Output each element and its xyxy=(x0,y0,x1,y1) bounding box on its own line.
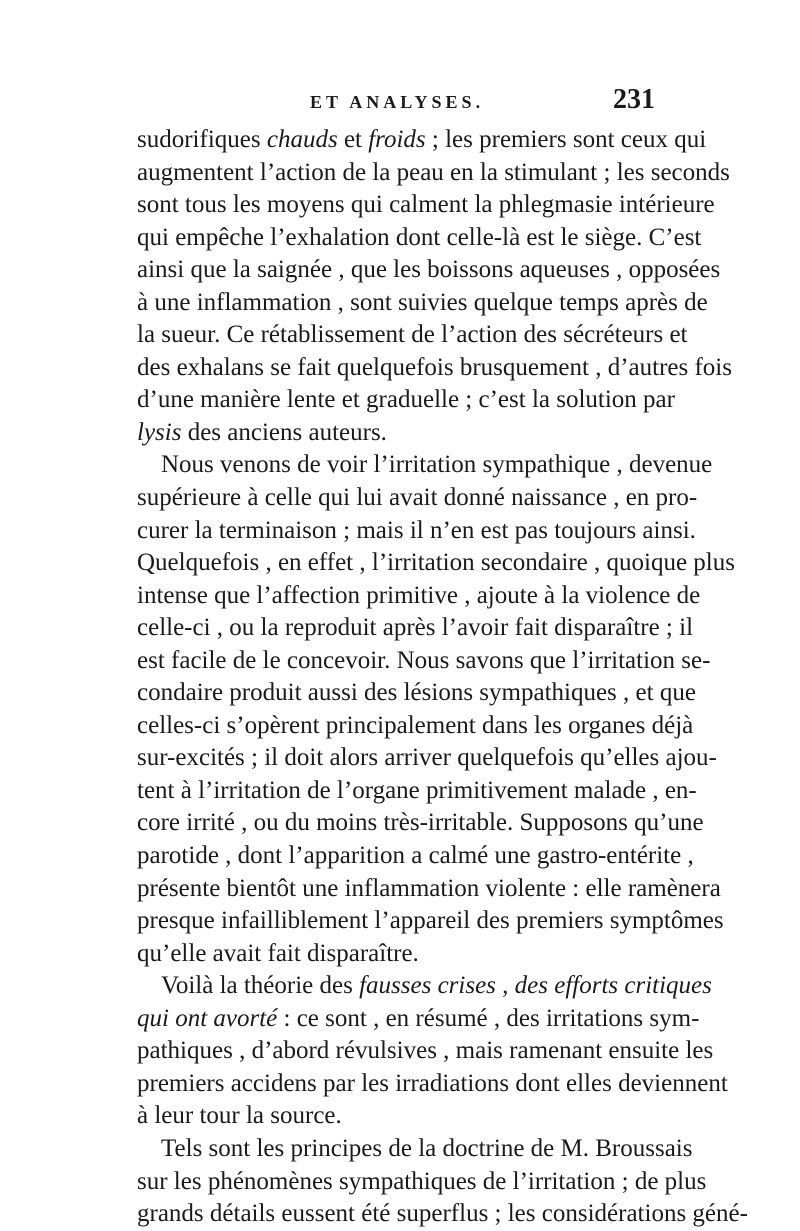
text-line xyxy=(137,1100,655,1133)
text-run: core irrité , ou du moins très-irritable. Supposons qu’une xyxy=(137,809,704,837)
text-run: curer la terminaison ; mais il n’en est pas toujours ainsi. xyxy=(137,516,696,544)
text-run: est facile de le concevoir. Nous savons que l’irritation se- xyxy=(137,646,711,674)
italic-phrase: lysis xyxy=(137,418,182,446)
text-line xyxy=(137,352,732,385)
text-run: supérieure à celle qui lui avait donné naissance , en pro- xyxy=(137,484,698,512)
text-run: présente bientôt une inflammation violente : elle ramènera xyxy=(137,874,721,902)
text-line xyxy=(137,775,697,808)
text-line xyxy=(137,1133,693,1166)
text-run: tent à l’irritation de l’organe primitivement malade , en- xyxy=(137,776,697,804)
text-line xyxy=(137,287,708,320)
text-line xyxy=(137,417,655,450)
text-line xyxy=(137,157,730,190)
text-run: : ce sont , en résumé , des irritations sym- xyxy=(277,1004,700,1032)
text-run: celle-ci , ou la reproduit après l’avoir fait disparaître ; il xyxy=(137,614,694,642)
text-line xyxy=(137,645,711,678)
text-line xyxy=(137,873,721,906)
text-run: augmentent l’action de la peau en la stimulant ; les seconds xyxy=(137,158,730,186)
text-run: d’une manière lente et graduelle ; c’est la solution par xyxy=(137,386,675,414)
text-run: sur-excités ; il doit alors arriver quelquefois qu’elles ajou- xyxy=(137,744,717,772)
text-run: pathiques , d’abord révulsives , mais ramenant ensuite les xyxy=(137,1037,714,1065)
text-line xyxy=(137,124,707,157)
text-run: celles-ci s’opèrent principalement dans les organes déjà xyxy=(137,711,694,739)
text-line xyxy=(137,938,655,971)
text-run: grands détails eussent été superflus ; les considérations géné- xyxy=(137,1200,748,1228)
text-line xyxy=(137,319,688,352)
text-line xyxy=(137,580,701,613)
italic-phrase: fausses crises , des efforts critiques xyxy=(359,972,712,1000)
text-run: premiers accidens par les irradiations dont elles deviennent xyxy=(137,1069,728,1097)
text-line xyxy=(137,449,713,482)
text-line xyxy=(137,1003,700,1036)
italic-phrase: froids xyxy=(368,126,426,153)
text-line xyxy=(137,742,717,775)
text-run: intense que l’affection primitive , ajoute à la violence de xyxy=(137,581,701,609)
text-run: parotide , dont l’apparition a calmé une gastro-entérite , xyxy=(137,842,694,870)
text-line xyxy=(137,254,721,287)
text-line xyxy=(137,384,675,417)
text-line xyxy=(137,515,696,548)
text-line xyxy=(137,612,694,645)
text-run: presque infailliblement l’appareil des premiers symptômes xyxy=(137,907,724,935)
text-run: Quelquefois , en effet , l’irritation secondaire , quoique plus xyxy=(137,549,735,577)
text-line xyxy=(137,1166,707,1199)
text-run: qui empêche l’exhalation dont celle-là est le siège. C’est xyxy=(137,223,702,251)
text-run: qu’elle avait fait disparaître. xyxy=(137,939,419,967)
text-line xyxy=(137,189,715,222)
text-run: à leur tour la source. xyxy=(137,1102,342,1130)
text-run: à une inflammation , sont suivies quelque temps après de xyxy=(137,288,708,316)
running-head xyxy=(135,82,655,116)
text-line xyxy=(137,710,694,743)
text-line xyxy=(137,840,694,873)
text-line xyxy=(137,482,698,515)
text-run: Voilà la théorie des xyxy=(161,972,360,1000)
text-run: des anciens auteurs. xyxy=(181,418,387,446)
text-line xyxy=(137,905,724,938)
text-line xyxy=(137,970,712,1003)
text-run: Tels sont les principes de la doctrine de M. Broussais xyxy=(161,1134,693,1162)
text-line xyxy=(137,222,702,255)
text-run: des exhalans se fait quelquefois brusquement , d’autres fois xyxy=(137,353,732,381)
text-line xyxy=(137,1035,714,1068)
text-run: sont tous les moyens qui calment la phlegmasie intérieure xyxy=(137,191,715,219)
text-line xyxy=(137,807,704,840)
body-text xyxy=(137,124,748,1231)
text-run: condaire produit aussi des lésions sympathiques , et que xyxy=(137,679,696,707)
page-number: 231 xyxy=(613,84,655,115)
text-line xyxy=(137,1198,748,1231)
text-run: sudorifiques xyxy=(137,126,267,153)
text-run: la sueur. Ce rétablissement de l’action des sécréteurs et xyxy=(137,321,688,349)
text-run: ainsi que la saignée , que les boissons aqueuses , opposées xyxy=(137,256,721,284)
text-run: ; les premiers sont ceux qui xyxy=(425,126,707,153)
italic-phrase: chauds xyxy=(266,126,338,153)
running-title: ET ANALYSES. xyxy=(310,92,485,112)
text-line xyxy=(137,1068,728,1101)
italic-phrase: qui ont avorté xyxy=(137,1004,278,1032)
text-run: Nous venons de voir l’irritation sympathique , devenue xyxy=(161,451,713,479)
text-line xyxy=(137,677,696,710)
text-line xyxy=(137,547,735,580)
text-run: et xyxy=(337,126,369,153)
text-run: sur les phénomènes sympathiques de l’irritation ; de plus xyxy=(137,1167,707,1195)
